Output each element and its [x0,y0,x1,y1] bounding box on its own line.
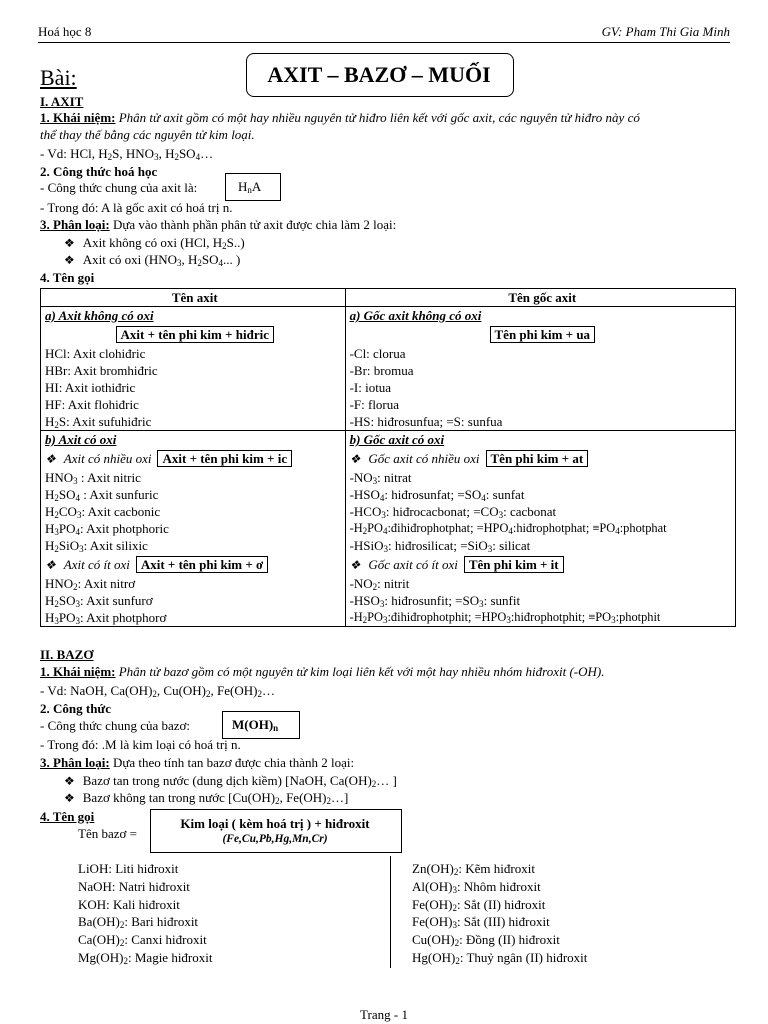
axit-naming-heading: 4. Tên gọi [40,270,95,285]
table-row [41,486,736,503]
axit-formula-line: - Công thức chung của axit là: [40,180,198,195]
table-cell: -F: florua [345,396,735,413]
diamond-bullet-icon: ❖ [45,452,56,466]
table-row [41,307,736,325]
list-item: $Ca(OH)_2$: Canxi hiđroxit [78,932,207,948]
table-cell: $-HCO_3$: hiđrocacbonat; $=CO_3$: cacbonat [345,503,735,520]
table-cell: -HS: hiđrosunfua; =S: sunfua [345,413,735,431]
list-item: LiOH: Liti hiđroxit [78,861,179,876]
table-cell: $H_2SO_4$ : Axit sunfuric [41,486,346,503]
column-divider [390,856,391,968]
table-cell: $H_2SO_3$: Axit sunfurơ [41,592,346,609]
table-row [41,503,736,520]
table-cell: ❖ Gốc axit có nhiều oxi Tên phi kim + at [345,448,735,469]
list-item: $Ba(OH)_2$: Bari hiđroxit [78,914,199,930]
table-row [41,362,736,379]
axit-examples: - Vd: HCl, $H_2S$, $HNO_3$, $H_2SO_4\dots$ [40,146,214,162]
diamond-bullet-icon: ❖ [45,558,56,572]
bazo-class-item-2: ❖ Bazơ không tan trong nước [$Cu(OH)_2$, $Fe(OH)_2\dots$] [64,790,349,806]
table-cell: $H_2S$: Axit sufuhiđric [41,413,346,431]
diamond-bullet-icon: ❖ [349,452,361,466]
axit-formula-heading: 2. Công thức hoá học [40,164,158,179]
table-cell: ❖ Axit có ít oxi Axit + tên phi kim + ơ [41,554,346,575]
axit-formula: $H_nA$ [238,179,262,195]
list-item: $Zn(OH)_2$: Kẽm hiđroxit [412,861,535,877]
section-axit-heading: I. AXIT [40,94,84,109]
table-row [41,554,736,575]
table-row [41,592,736,609]
diamond-bullet-icon: ❖ [64,253,75,267]
table-row [41,575,736,592]
bazo-formula-note: - Trong đó: .M là kim loại có hoá trị n. [40,737,241,752]
section-b-left: b) Axit có oxi [41,431,346,449]
table-cell: ❖ Axit có nhiều oxi Axit + tên phi kim + ic [41,448,346,469]
section-bazo-heading: II. BAZƠ [40,647,94,662]
rule-box: Axit + tên phi kim + hiđric [116,326,274,343]
table-row [41,396,736,413]
rule-box: Axit + tên phi kim + ic [157,450,292,467]
list-item: KOH: Kali hiđroxit [78,897,180,912]
bazo-examples: - Vd: NaOH, $Ca(OH)_2$, $Cu(OH)_2$, $Fe(OH)_2\dots$ [40,683,275,699]
table-row [41,609,736,627]
table-cell: ❖ Gốc axit có ít oxi Tên phi kim + it [345,554,735,575]
table-cell: $H_3PO_4$: Axit photphoric [41,520,346,537]
table-cell: -HSiO$_3$: hiđrosilicat; =SiO$_3$: silicat [345,537,735,554]
rule-box: Tên phi kim + at [486,450,589,467]
bazo-naming-prefix: Tên bazơ = [78,826,137,841]
bazo-naming-rule: Kim loại ( kèm hoá trị ) + hiđroxit [180,816,370,831]
bazo-class-item-1: ❖ Bazơ tan trong nước (dung dịch kiềm) [NaOH, $Ca(OH)_2\dots$ ] [64,773,397,789]
diamond-bullet-icon: ❖ [64,791,75,805]
axit-definition-cont: thể thay thế bằng các nguyên tử kim loại. [40,127,255,142]
list-item: $Fe(OH)_2$: Sắt (II) hiđroxit [412,897,546,913]
table-row [41,469,736,486]
page-header [38,24,730,43]
section-b-right: b) Gốc axit có oxi [345,431,735,449]
table-row [41,413,736,431]
table-cell: $HNO_3$ : Axit nitric [41,469,346,486]
table-row [41,345,736,362]
rule-box: Tên phi kim + ua [490,326,596,343]
table-cell: $H_3PO_3$: Axit photphorơ [41,609,346,627]
table-cell: HI: Axit iothiđric [41,379,346,396]
bazo-formula-heading: 2. Công thức [40,701,111,716]
list-item: $Mg(OH)_2$: Magie hiđroxit [78,950,213,966]
table-cell: $-NO_3$: nitrat [345,469,735,486]
table-row [41,379,736,396]
table-cell: HBr: Axit bromhiđric [41,362,346,379]
list-item: NaOH: Natri hiđroxit [78,879,190,894]
table-row [41,520,736,537]
table-cell: $-HSO_4$: hiđrosunfat; $=SO_4$: sunfat [345,486,735,503]
table-row [41,324,736,345]
bazo-definition: 1. Khái niệm: Phân tử bazơ gồm có một nguyên tử kim loại liên kết với một hay nhiều nhóm hiđroxit (-OH). [40,664,605,679]
acid-naming-table [40,288,736,627]
bazo-naming-note: (Fe,Cu,Pb,Hg,Mn,Cr) [222,833,328,845]
table-cell: $HNO_2$: Axit nitrơ [41,575,346,592]
list-item: $Fe(OH)_3$: Sắt (III) hiđroxit [412,914,550,930]
lesson-label: Bài: [40,65,77,90]
diamond-bullet-icon: ❖ [64,236,75,250]
axit-class-item-1: ❖ Axit không có oxi (HCl, $H_2S$..) [64,235,245,251]
table-cell: $-NO_2$: nitrit [345,575,735,592]
table-row [41,431,736,449]
diamond-bullet-icon: ❖ [349,558,361,572]
table-row [41,537,736,554]
table-row [41,448,736,469]
rule-box: Axit + tên phi kim + ơ [136,556,268,573]
column-header-radical: Tên gốc axit [345,289,735,307]
section-a-left: a) Axit không có oxi [41,307,346,325]
column-header-acid: Tên axit [41,289,346,307]
subject-label: Hoá học 8 [38,24,92,39]
table-cell: $-H_2PO_3:đihiđrophotphit$; $=HPO_3:hiđrophotphit$; $\equiv PO_3:photphit$ [345,609,735,627]
rule-box: Tên phi kim + it [464,556,564,573]
list-item: $Hg(OH)_2$: Thuỷ ngân (II) hiđroxit [412,950,588,966]
axit-class-item-2: ❖ Axit có oxi ($HNO_3$, $H_2SO_4$... ) [64,252,241,268]
bazo-formula: $M(OH)_n$ [232,717,279,733]
table-cell: $-H_2PO_4:đihiđrophotphat$; $=HPO_4:hiđrophotphat$; $\equiv PO_4:photphat$ [345,520,735,537]
table-cell: $H_2CO_3$: Axit cacbonic [41,503,346,520]
table-cell: HF: Axit flohiđric [41,396,346,413]
table-cell: -Cl: clorua [345,345,735,362]
page-title: AXIT – BAZƠ – MUỐI [267,62,491,87]
axit-definition: 1. Khái niệm: Phân tử axit gồm có một hay nhiều nguyên tử hiđro liên kết với gốc axit, các nguyên tử hiđro này có [40,110,640,125]
table-cell: -Br: bromua [345,362,735,379]
section-a-right: a) Gốc axit không có oxi [345,307,735,325]
bazo-classification: 3. Phân loại: Dựa theo tính tan bazơ được chia thành 2 loại: [40,755,355,770]
bazo-formula-line: - Công thức chung của bazơ: [40,718,191,733]
list-item: $Cu(OH)_2$: Đồng (II) hiđroxit [412,932,560,948]
table-cell: $-HSO_3$: hiđrosunfit; $=SO_3$: sunfit [345,592,735,609]
table-header-row [41,289,736,307]
table-cell: -I: iotua [345,379,735,396]
list-item: $Al(OH)_3$: Nhôm hiđroxit [412,879,541,895]
table-cell: HCl: Axit clohiđric [41,345,346,362]
diamond-bullet-icon: ❖ [64,774,75,788]
axit-formula-note: - Trong đó: A là gốc axit có hoá trị n. [40,200,233,215]
axit-classification: 3. Phân loại: Dựa vào thành phần phân tử axit được chia làm 2 loại: [40,217,397,232]
teacher-label: GV: Pham Thi Gia Minh [601,24,730,39]
table-cell: $H_2SiO_3$: Axit silixic [41,537,346,554]
bazo-naming-heading: 4. Tên gọi [40,809,95,824]
page-number: Trang - 1 [360,1007,408,1022]
